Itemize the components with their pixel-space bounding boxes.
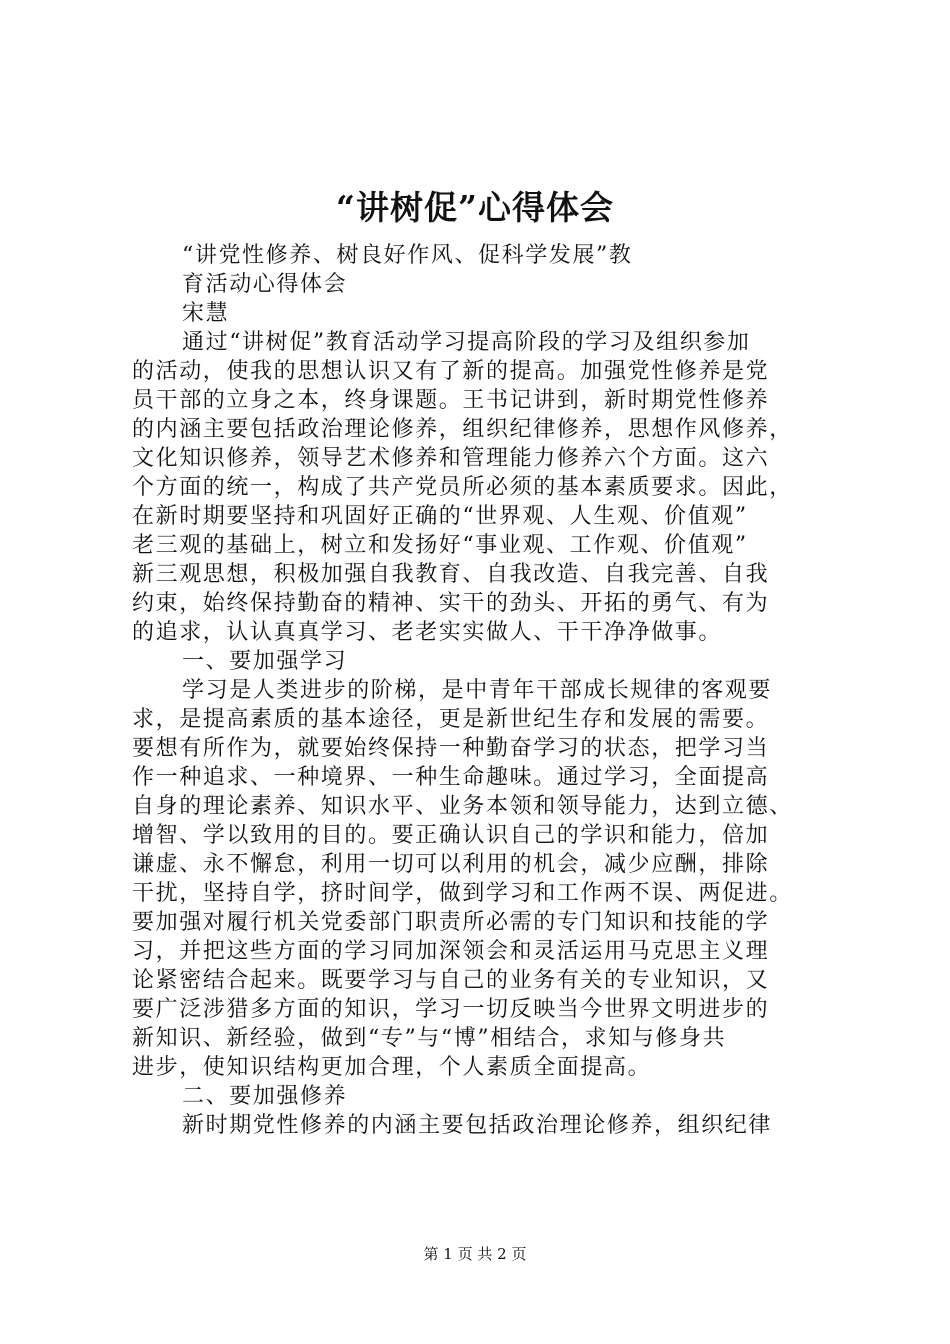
text-line: 求，是提高素质的基本途径，更是新世纪生存和发展的需要。 xyxy=(132,707,770,732)
section-heading: 二、要加强修养 xyxy=(182,1084,348,1109)
section-heading: 一、要加强学习 xyxy=(182,649,348,674)
text-line: 约束，始终保持勤奋的精神、实干的劲头、开拓的勇气、有为 xyxy=(132,591,770,616)
text-line: 论紧密结合起来。既要学习与自己的业务有关的专业知识，又 xyxy=(132,968,770,993)
text-line: 育活动心得体会 xyxy=(182,272,348,297)
text-line: 文化知识修养，领导艺术修养和管理能力修养六个方面。这六 xyxy=(132,446,770,471)
text-line: 老三观的基础上，树立和发扬好“事业观、工作观、价值观” xyxy=(132,533,748,558)
text-line: 要想有所作为，就要始终保持一种勤奋学习的状态，把学习当 xyxy=(132,736,770,761)
text-line: 新三观思想，积极加强自我教育、自我改造、自我完善、自我 xyxy=(132,562,770,587)
text-line: 自身的理论素养、知识水平、业务本领和领导能力，达到立德、 xyxy=(132,794,793,819)
text-line: 谦虚、永不懈怠，利用一切可以利用的机会，减少应酬，排除 xyxy=(132,852,770,877)
text-line: 学习是人类进步的阶梯，是中青年干部成长规律的客观要 xyxy=(182,678,773,703)
text-line: 要广泛涉猎多方面的知识，学习一切反映当今世界文明进步的 xyxy=(132,997,770,1022)
text-line: 通过“讲树促”教育活动学习提高阶段的学习及组织参加 xyxy=(182,330,751,355)
text-line: 的内涵主要包括政治理论修养，组织纪律修养，思想作风修养， xyxy=(132,417,793,442)
author-line: 宋慧 xyxy=(182,301,230,326)
text-line: 增智、学以致用的目的。要正确认识自己的学识和能力，倍加 xyxy=(132,823,770,848)
text-line: “讲党性修养、树良好作风、促科学发展”教 xyxy=(182,243,633,268)
document-title: “讲树促”心得体会 xyxy=(336,188,614,227)
text-line: 新知识、新经验，做到“专”与“博”相结合，求知与修身共 xyxy=(132,1026,727,1051)
text-line: 员干部的立身之本，终身课题。王书记讲到，新时期党性修养 xyxy=(132,388,770,413)
text-line: 新时期党性修养的内涵主要包括政治理论修养，组织纪律 xyxy=(182,1113,773,1138)
text-line: 进步，使知识结构更加合理，个人素质全面提高。 xyxy=(132,1055,652,1080)
text-line: 的追求，认认真真学习、老老实实做人、干干净净做事。 xyxy=(132,620,723,645)
page-footer: 第 1 页 共 2 页 xyxy=(423,1245,527,1263)
text-line: 习，并把这些方面的学习同加深领会和灵活运用马克思主义理 xyxy=(132,939,770,964)
text-line: 个方面的统一，构成了共产党员所必须的基本素质要求。因此， xyxy=(132,475,793,500)
text-line: 作一种追求、一种境界、一种生命趣味。通过学习，全面提高 xyxy=(132,765,770,790)
text-line: 在新时期要坚持和巩固好正确的“世界观、人生观、价值观” xyxy=(132,504,748,529)
text-line: 的活动，使我的思想认识又有了新的提高。加强党性修养是党 xyxy=(132,359,770,384)
text-line: 干扰，坚持自学，挤时间学，做到学习和工作两不误、两促进。 xyxy=(132,881,793,906)
text-line: 要加强对履行机关党委部门职责所必需的专门知识和技能的学 xyxy=(132,910,770,935)
